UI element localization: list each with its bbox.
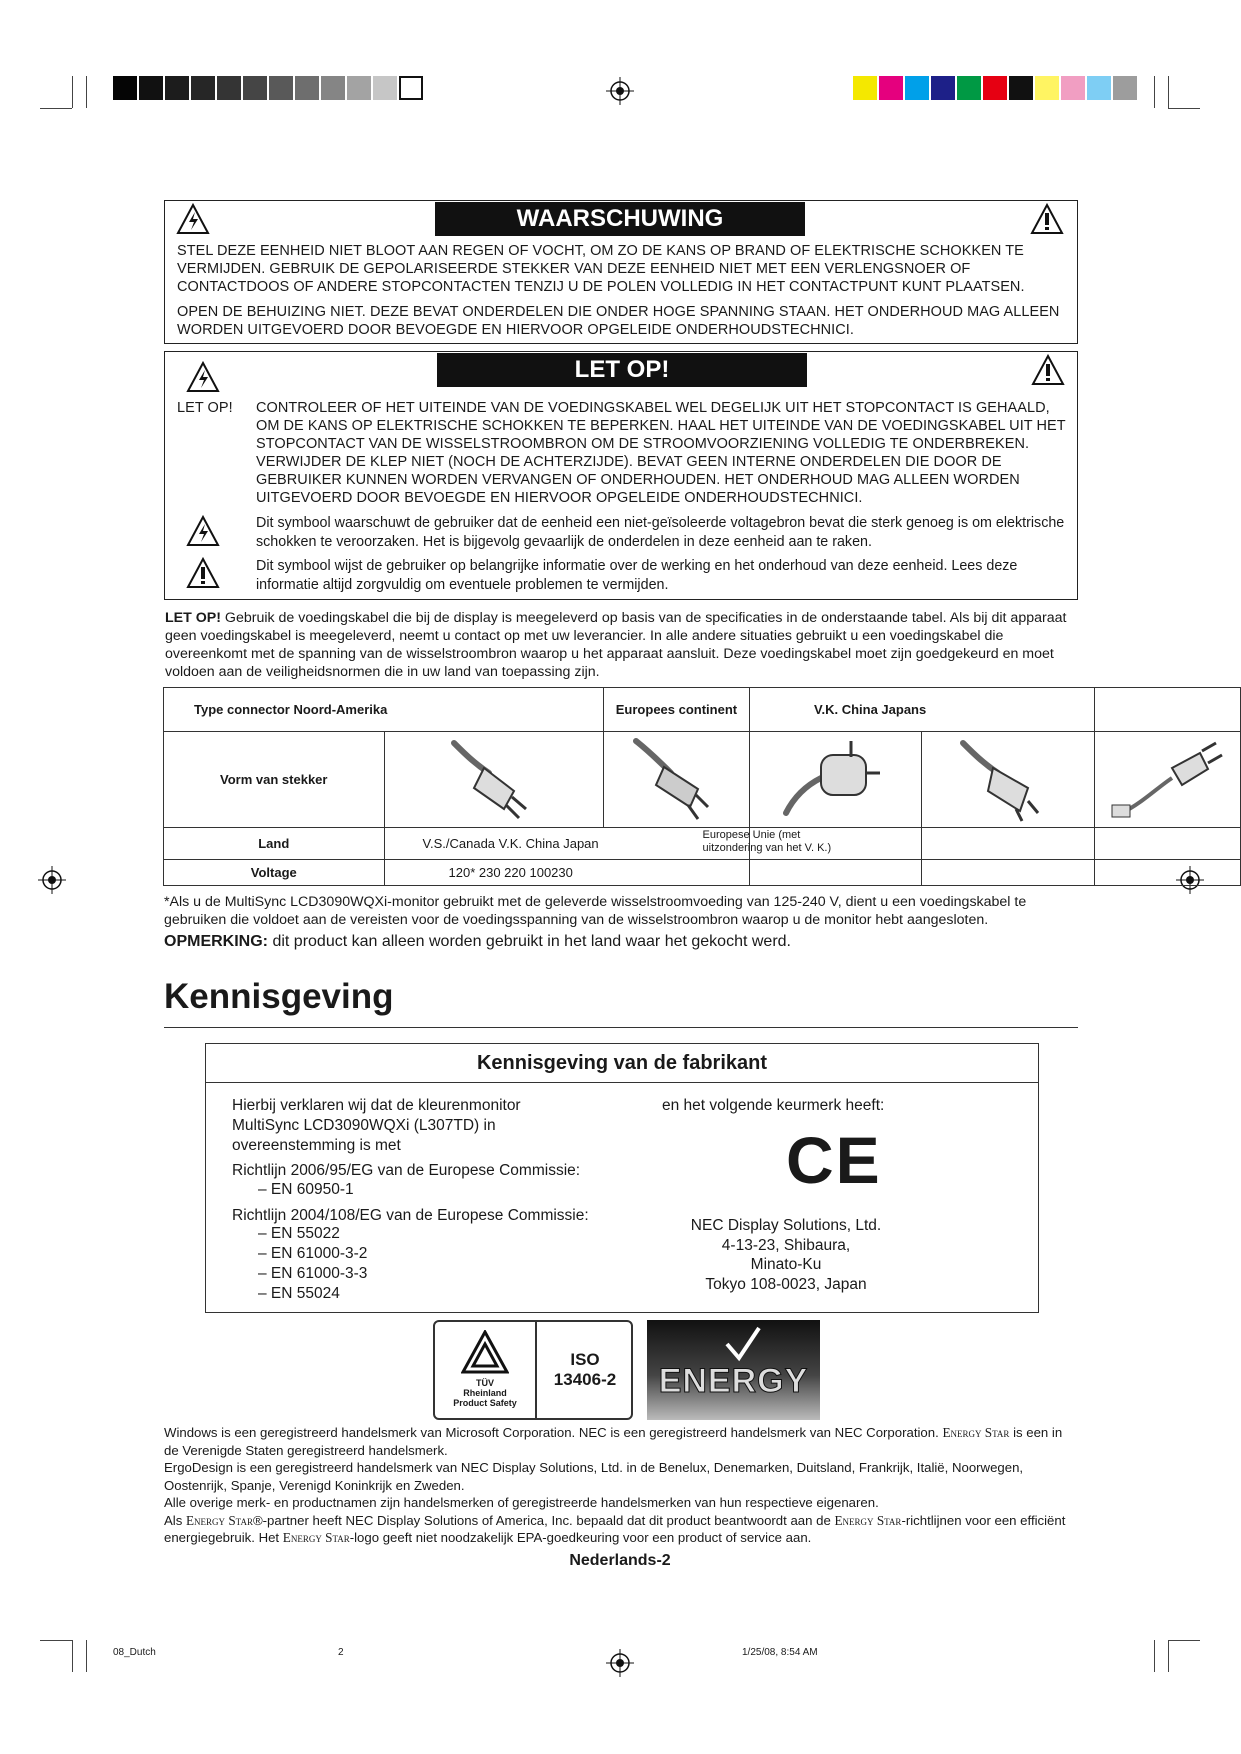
slug-date: 1/25/08, 8:54 AM bbox=[742, 1647, 818, 1658]
plug-uk-icon bbox=[776, 733, 896, 823]
crop-mark bbox=[1168, 1640, 1200, 1641]
trademark-line-2: ErgoDesign is een geregistreerd handelsmerk van NEC Display Solutions, Ltd. in de Benelux, Denemarken, Duitsland, Frankrijk, Italië, Noorwegen, Oostenrijk, Spanje, Verenigd Koninkrijk en Zweden. bbox=[164, 1460, 1024, 1493]
plug-jp-icon bbox=[1102, 733, 1232, 823]
trademark-windows: Windows is een geregistreerd handelsmerk van Microsoft Corporation. NEC is een geregistreerd handelsmerk van NEC Corporation. bbox=[164, 1425, 939, 1440]
directive-2: Richtlijn 2004/108/EG van de Europese Commissie: bbox=[232, 1207, 589, 1224]
table-row-voltage-label: Voltage bbox=[164, 860, 385, 886]
plug-cn-icon bbox=[948, 733, 1068, 823]
slug-page: 2 bbox=[338, 1647, 344, 1658]
iso-line-2: 13406-2 bbox=[553, 1370, 617, 1389]
plug-uk bbox=[750, 732, 922, 828]
tuv-line-1: TÜV bbox=[476, 1378, 494, 1388]
page-label: Nederlands-2 bbox=[569, 1552, 671, 1569]
power-cord-text: Gebruik de voedingskabel die bij de display is meegeleverd op basis van de specificaties in de onderstaande tabel. Als bij dit apparaat geen voedingskabel is meegeleverd, neemt u contact op met uw leverancier. In alle andere situaties gebruikt u een voedingskabel die overeenkomt met de spanning van de wisselstroombron waarop u het apparaat aansluit. Deze voedingskabel moet zijn goedgekeurd en moet voldoen aan de veiligheidsnormen die in uw land van toepassing zijn. bbox=[165, 610, 1067, 680]
land-eu: Europese Unie (met uitzondering van het V. K.) bbox=[702, 829, 832, 854]
plug-europe bbox=[603, 732, 749, 828]
tuv-iso-logo bbox=[433, 1320, 633, 1420]
warning-title: WAARSCHUWING bbox=[435, 202, 805, 236]
plug-china bbox=[922, 732, 1094, 828]
crop-mark bbox=[72, 1640, 73, 1672]
crop-mark bbox=[1154, 1640, 1155, 1672]
section-divider bbox=[164, 1027, 1078, 1028]
opmerking-note bbox=[164, 933, 791, 951]
crop-mark bbox=[40, 108, 72, 109]
power-cord-paragraph bbox=[165, 609, 1075, 681]
table-row-land-label: Land bbox=[164, 828, 385, 860]
tm4a: Als bbox=[164, 1512, 186, 1528]
tm4c: -richtlijnen voor een efficiënt energiegebruik. Het bbox=[164, 1512, 1066, 1545]
directive-2-item: – EN 61000-3-3 bbox=[258, 1265, 368, 1282]
trademark-line-3: Alle overige merk- en productnamen zijn handelsmerken of geregistreerde handelsmerken van hun respectieve eigenaren. bbox=[164, 1495, 879, 1510]
tuv-line-3: Product Safety bbox=[453, 1398, 517, 1408]
crop-mark bbox=[1154, 76, 1155, 108]
directive-1: Richtlijn 2006/95/EG van de Europese Commissie: bbox=[232, 1162, 581, 1179]
section-title: Kennisgeving bbox=[164, 977, 394, 1016]
table-land-values bbox=[384, 828, 832, 860]
table-row-plug-label: Vorm van stekker bbox=[164, 732, 385, 828]
crop-mark bbox=[72, 76, 73, 108]
manufacturer-notice-box bbox=[205, 1043, 1039, 1313]
land-values: V.S./Canada V.K. China Japan bbox=[422, 836, 599, 851]
lightning-symbol-text: Dit symbool waarschuwt de gebruiker dat de eenheid een niet-geïsoleerde voltagebron bevat die sterk genoeg is om elektrische schokken te veroorzaken. Het is bijgevolg gevaarlijk de onderdelen in deze eenheid aan te raken. bbox=[256, 515, 1065, 550]
tm4d: -logo geeft niet noodzakelijk EPA-goedkeuring voor een product of service aan. bbox=[349, 1530, 812, 1545]
table-header-eu: Europees continent bbox=[603, 688, 749, 732]
notice-intro: Hierbij verklaren wij dat de kleurenmonitor MultiSync LCD3090WQXi (L307TD) in overeenstemming is met bbox=[232, 1097, 521, 1154]
company-name: NEC Display Solutions, Ltd. bbox=[690, 1217, 882, 1234]
crop-mark bbox=[86, 76, 87, 108]
plug-table bbox=[163, 687, 1241, 886]
tm4b: ®-partner heeft NEC Display Solutions of America, Inc. bepaald dat dit product beantwoordt aan de bbox=[252, 1512, 835, 1528]
plug-us-icon bbox=[434, 733, 554, 823]
company-city: Tokyo 108-0023, Japan bbox=[705, 1275, 867, 1293]
plug-north-america bbox=[384, 732, 603, 828]
voltage-footnote: *Als u de MultiSync LCD3090WQXi-monitor gebruikt met de geleverde wisselstroomvoeding van 125-240 V, dient u een voedingskabel te gebruiken die voldoet aan de vereisten voor de voedingsspanning van de wisselstroombron waarop u de monitor hebt aangesloten. bbox=[164, 894, 1027, 928]
exclamation-warning-icon bbox=[186, 557, 220, 589]
exclamation-warning-icon bbox=[1030, 203, 1064, 235]
slug-file: 08_Dutch bbox=[113, 1647, 156, 1658]
plug-eu-icon bbox=[616, 733, 736, 823]
trademark-line-1 bbox=[164, 1424, 1076, 1459]
registration-target-icon bbox=[606, 1649, 634, 1677]
crop-mark bbox=[1168, 108, 1200, 109]
checkmark-icon bbox=[723, 1324, 763, 1364]
crop-mark bbox=[1168, 1640, 1169, 1672]
tuv-line-2: Rheinland bbox=[463, 1388, 507, 1398]
grayscale-bar bbox=[113, 76, 425, 100]
plug-japan bbox=[1094, 732, 1240, 828]
energy-star-name: Energy Star bbox=[185, 1512, 253, 1528]
ce-mark-icon: CE bbox=[786, 1123, 882, 1197]
lightning-warning-icon bbox=[176, 203, 210, 235]
energy-star-name: Energy Star bbox=[282, 1530, 350, 1545]
table-header-rest: V.K. China Japans bbox=[750, 688, 1095, 732]
notice-title: Kennisgeving van de fabrikant bbox=[206, 1044, 1038, 1083]
mark-intro: en het volgende keurmerk heeft: bbox=[662, 1097, 885, 1114]
energy-star-logo bbox=[647, 1320, 820, 1420]
directive-2-item: – EN 61000-3-2 bbox=[258, 1245, 368, 1262]
power-cord-lead: LET OP! bbox=[165, 610, 221, 626]
energy-star-name: Energy Star bbox=[942, 1425, 1010, 1440]
crop-mark bbox=[40, 1640, 72, 1641]
trademark-block bbox=[164, 1424, 1076, 1547]
tuv-triangle-icon bbox=[461, 1330, 509, 1374]
energy-star-name: Energy Star bbox=[834, 1512, 902, 1528]
energy-text: ENERGY bbox=[658, 1362, 809, 1400]
crop-mark bbox=[86, 1640, 87, 1672]
lightning-warning-icon bbox=[186, 515, 220, 547]
registration-target-icon bbox=[38, 866, 66, 894]
table-header-type: Type connector Noord-Amerika bbox=[164, 688, 604, 732]
caution-label: LET OP! bbox=[177, 400, 233, 416]
color-bar bbox=[853, 76, 1139, 100]
crop-mark bbox=[1168, 76, 1169, 108]
trademark-line-4 bbox=[164, 1512, 1076, 1547]
opmerking-text: dit product kan alleen worden gebruikt in het land waar het gekocht werd. bbox=[268, 933, 791, 950]
caution-text: CONTROLEER OF HET UITEINDE VAN DE VOEDINGSKABEL WEL DEGELIJK UIT HET STOPCONTACT IS GEHAALD, OM DE KANS OP ELEKTRISCHE SCHOKKEN TE BEPERKEN. HAAL HET UITEINDE VAN DE VOEDINGSKABEL UIT HET STOPCONTACT VAN DE WISSELSTROOMBRON OM DE STROOMVOORZIENING VOLLEDIG TE ONDERBREKEN. VERWIJDER DE KLEP NIET (NOCH DE ACHTERZIJDE). BEVAT GEEN INTERNE ONDERDELEN DIE DOOR DE GEBRUIKER KUNNEN WORDEN VERVANGEN OF ONDERHOUDEN. HET ONDERHOUD MAG ALLEEN WORDEN UITGEVOERD DOOR BEVOEGDE EN HIERVOOR OPGELEIDE ONDERHOUDSTECHNICI. bbox=[256, 400, 1066, 506]
iso-line-1: ISO bbox=[570, 1350, 600, 1369]
caution-title: LET OP! bbox=[437, 353, 807, 387]
warning-text-1: STEL DEZE EENHEID NIET BLOOT AAN REGEN OF VOCHT, OM ZO DE KANS OP BRAND OF ELEKTRISCHE SCHOKKEN TE VERMIJDEN. GEBRUIK DE GEPOLARISEERDE STEKKER VAN DEZE EENHEID NIET MET EEN VERLENGSNOER OF CONTACTDOOS OF ANDERE STOPCONTACTEN TENZIJ U DE POLEN VOLLEDIG IN HET CONTACTPUNT KUNT PLAATSEN. bbox=[177, 243, 1025, 295]
voltage-values: 120* 230 220 100230 bbox=[384, 860, 749, 886]
exclamation-warning-icon bbox=[1031, 354, 1065, 386]
company-street: 4-13-23, Shibaura, bbox=[721, 1236, 851, 1254]
directive-2-item: – EN 55022 bbox=[258, 1225, 340, 1242]
opmerking-lead: OPMERKING: bbox=[164, 933, 268, 950]
exclamation-symbol-text: Dit symbool wijst de gebruiker op belangrijke informatie over de werking en het onderhoud van deze eenheid. Lees deze informatie altijd zorgvuldig om eventuele problemen te vermijden. bbox=[256, 558, 1018, 593]
company-district: Minato-Ku bbox=[750, 1256, 822, 1273]
warning-text-2: OPEN DE BEHUIZING NIET. DEZE BEVAT ONDERDELEN DIE ONDER HOGE SPANNING STAAN. HET ONDERHOUD MAG ALLEEN WORDEN UITGEVOERD DOOR BEVOEGDE EN HIERVOOR OPGELEIDE ONDERHOUDSTECHNICI. bbox=[177, 304, 1060, 338]
registration-target-icon bbox=[606, 77, 634, 105]
lightning-warning-icon bbox=[186, 361, 220, 393]
company-address bbox=[636, 1216, 936, 1294]
directive-1-item: – EN 60950-1 bbox=[258, 1181, 354, 1198]
directive-2-item: – EN 55024 bbox=[258, 1285, 340, 1302]
trademark-energy: is een in de Verenigde Staten geregistreerd handelsmerk. bbox=[164, 1425, 1063, 1458]
